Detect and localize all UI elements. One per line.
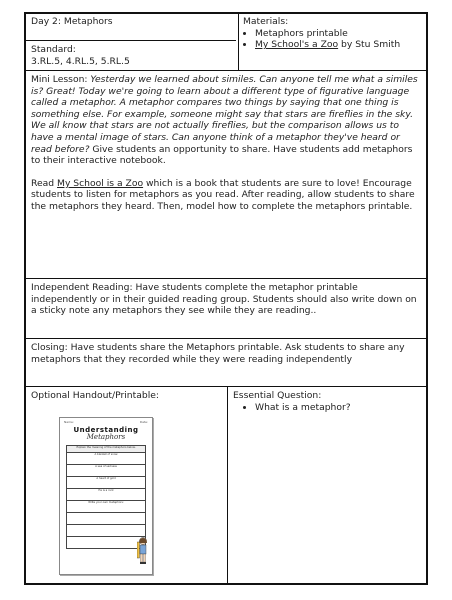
materials-list bbox=[243, 28, 423, 51]
standard-cell bbox=[26, 40, 238, 70]
handout-row: He is a rock bbox=[67, 488, 145, 500]
handout-blank-row bbox=[67, 536, 145, 548]
read-instructions: which is a book that students are sure to love! Encourage students to listen for metaphors as you read. After reading, allow students to share the metaphors they heard. Then, model how to complete the metaphors printable. bbox=[31, 177, 415, 212]
mini-lesson-paragraph bbox=[31, 74, 421, 167]
handout-instruction: Explain the meaning of the metaphors below. bbox=[67, 446, 145, 452]
handout-row: A sea of sadness bbox=[67, 464, 145, 476]
handout-table bbox=[66, 445, 146, 549]
read-prefix: Read bbox=[31, 177, 58, 189]
book-title: My School's a Zoo bbox=[255, 39, 339, 51]
day-title bbox=[26, 14, 238, 40]
essential-question-label: Essential Question: bbox=[233, 390, 322, 401]
read-aloud-paragraph bbox=[31, 178, 421, 213]
read-book-title: My School is a Zoo bbox=[57, 177, 144, 189]
mini-lesson-label: Mini Lesson: bbox=[31, 74, 88, 85]
day-title-text: Day 2: Metaphors bbox=[31, 16, 113, 27]
book-author: by Stu Smith bbox=[338, 39, 401, 51]
mini-lesson-script: Yesterday we learned about similes. Can anyone tell me what a similes is? Great! Today we're going to learn about a different type of figurative language called a metaphor. A metaphor compares two things by saying that one thing is something else. For example, someone might say that stars are fireflies in the sky. We all know that stars are not actually fireflies, but the comparison allows us to have a mental image of stars. Can anyone think of a metaphor they've heard or read before? bbox=[31, 74, 418, 155]
materials-label: Materials: bbox=[243, 16, 289, 27]
handout-blank-row bbox=[67, 512, 145, 524]
mini-lesson-instructions: Give students an opportunity to share. Have students add metaphors to their interactive notebook. bbox=[31, 143, 413, 167]
divider bbox=[26, 40, 236, 41]
handout-row: A heart of gold bbox=[67, 476, 145, 488]
girl-clipart-icon bbox=[137, 536, 149, 566]
independent-reading-cell bbox=[26, 279, 426, 337]
closing-cell bbox=[26, 339, 426, 384]
handout-row: A blanket of snow bbox=[67, 452, 145, 464]
material-item bbox=[255, 39, 423, 51]
handout-row: Write your own metaphors: bbox=[67, 500, 145, 512]
handout-date-label: Date: bbox=[139, 420, 148, 424]
handout-subtitle: Metaphors bbox=[86, 433, 126, 441]
handout-thumbnail bbox=[59, 417, 153, 575]
independent-reading-text: Independent Reading: Have students complete the metaphor printable independently or in their guided reading group. Students should also write down on a sticky note any metaphors they see while they are reading.. bbox=[31, 282, 417, 317]
handout-name-label: Name: bbox=[64, 420, 74, 424]
handout-header bbox=[60, 418, 152, 424]
optional-handout-cell bbox=[26, 387, 226, 407]
lesson-plan-page bbox=[24, 12, 428, 585]
optional-handout-label: Optional Handout/Printable: bbox=[31, 390, 159, 401]
essential-question: • What is a metaphor? bbox=[255, 402, 419, 414]
handout-blank-row bbox=[67, 524, 145, 536]
material-item: • Metaphors printable bbox=[255, 28, 423, 40]
mini-lesson-cell bbox=[26, 71, 426, 277]
essential-question-list bbox=[233, 402, 419, 414]
standard-label: Standard: bbox=[31, 44, 76, 55]
handout-title: Understanding bbox=[73, 426, 139, 434]
divider bbox=[238, 14, 239, 70]
essential-question-cell bbox=[228, 387, 424, 447]
materials-cell bbox=[238, 14, 428, 70]
standard-value: 3.RL.5, 4.RL.5, 5.RL.5 bbox=[31, 55, 130, 67]
closing-text: Closing: Have students share the Metaphors printable. Ask students to share any metaphors that they recorded while they were reading independently bbox=[31, 342, 405, 365]
